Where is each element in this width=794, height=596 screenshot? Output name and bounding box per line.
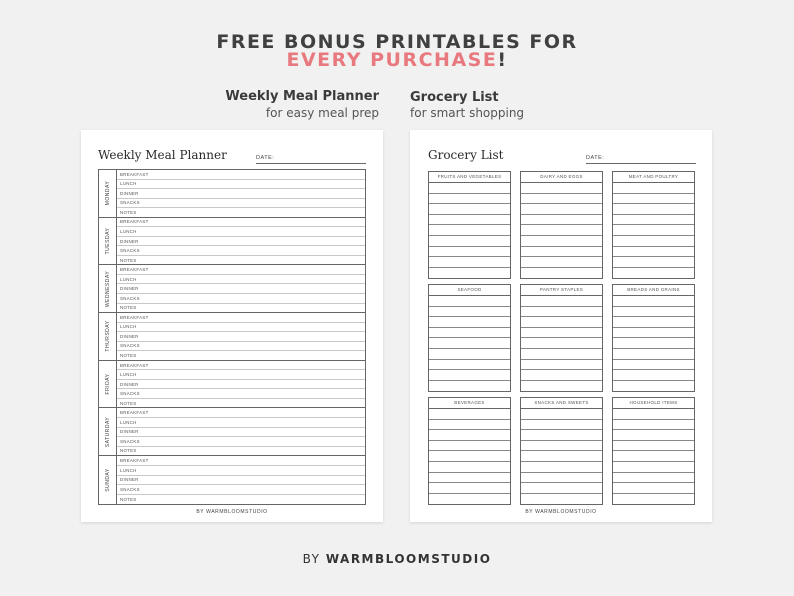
grocery-line (521, 236, 602, 247)
grocery-category-box (520, 284, 603, 392)
grocery-line (429, 381, 510, 392)
grocery-category-heading: HOUSEHOLD ITEMS (613, 398, 694, 409)
grocery-category-box (612, 284, 695, 392)
day-block (99, 265, 365, 313)
grocery-line (613, 451, 694, 462)
grocery-category-box (520, 171, 603, 279)
grocery-line (613, 204, 694, 215)
meal-planner-grid (98, 169, 366, 505)
day-label (99, 456, 117, 504)
grocery-line (521, 317, 602, 328)
grocery-line (429, 268, 510, 279)
meal-row: NOTES (120, 400, 137, 406)
meal-section-title: Weekly Meal Planner (225, 89, 379, 104)
grocery-line (429, 247, 510, 258)
meal-row: BREAKFAST (117, 408, 365, 418)
grocery-line (521, 349, 602, 360)
grocery-list-date-line (586, 163, 696, 164)
grocery-list-date-label: DATE: (586, 155, 605, 161)
meal-row: BREAKFAST (117, 170, 365, 180)
grocery-line (613, 349, 694, 360)
grocery-line (613, 430, 694, 441)
meal-planner-date-label: DATE: (256, 155, 275, 161)
meal-row: NOTES (120, 209, 137, 215)
grocery-line (429, 236, 510, 247)
day-name: SATURDAY (104, 416, 111, 448)
grocery-line (429, 349, 510, 360)
grocery-category-heading: BREADS AND GRAINS (613, 285, 694, 296)
grocery-line (429, 360, 510, 371)
day-name: FRIDAY (104, 373, 111, 395)
grocery-category-box (428, 171, 511, 279)
grocery-line (521, 204, 602, 215)
grocery-line (521, 247, 602, 258)
day-block (99, 456, 365, 504)
grocery-line (429, 462, 510, 473)
grocery-list-footer: BY WARMBLOOMSTUDIO (525, 509, 597, 515)
headline-line-1: FREE BONUS PRINTABLES FOR (216, 31, 578, 53)
meal-row: BREAKFAST (117, 361, 365, 371)
grocery-line (521, 225, 602, 236)
meal-row: SNACKS (117, 389, 365, 399)
grocery-line (521, 268, 602, 279)
grocery-line (613, 307, 694, 318)
grocery-line (521, 451, 602, 462)
grocery-line (613, 360, 694, 371)
grocery-line (429, 183, 510, 194)
grocery-line (613, 420, 694, 431)
meal-row: SNACKS (117, 485, 365, 495)
grocery-line (429, 317, 510, 328)
grocery-line (521, 473, 602, 484)
grocery-line (613, 215, 694, 226)
grocery-line (429, 494, 510, 505)
meal-row: DINNER (117, 380, 365, 390)
grocery-line (429, 441, 510, 452)
meal-row: LUNCH (117, 370, 365, 380)
grocery-line (429, 307, 510, 318)
meal-rows (117, 218, 365, 265)
meal-row: BREAKFAST (117, 313, 365, 323)
grocery-line (613, 236, 694, 247)
day-label (99, 170, 117, 217)
grocery-category-heading: PANTRY STAPLES (521, 285, 602, 296)
day-block (99, 170, 365, 218)
grocery-line (521, 420, 602, 431)
grocery-line (521, 360, 602, 371)
day-label (99, 218, 117, 265)
meal-row: DINNER (117, 189, 365, 199)
day-name: TUESDAY (104, 227, 111, 255)
grocery-line (521, 409, 602, 420)
grocery-line (613, 381, 694, 392)
grocery-line (429, 473, 510, 484)
grocery-section-subtitle: for smart shopping (410, 106, 525, 120)
meal-row: DINNER (117, 237, 365, 247)
grocery-line (429, 409, 510, 420)
grocery-line (521, 194, 602, 205)
grocery-list-title: Grocery List (428, 148, 504, 162)
grocery-line (613, 183, 694, 194)
meal-row: LUNCH (117, 275, 365, 285)
day-label (99, 265, 117, 312)
meal-rows (117, 170, 365, 217)
day-label (99, 361, 117, 408)
byline-prefix: BY (302, 552, 321, 566)
meal-planner-footer: BY WARMBLOOMSTUDIO (196, 509, 268, 515)
grocery-line (613, 462, 694, 473)
day-block (99, 313, 365, 361)
grocery-line (429, 194, 510, 205)
meal-row: DINNER (117, 284, 365, 294)
day-block (99, 408, 365, 456)
grocery-line (429, 225, 510, 236)
day-name: THURSDAY (104, 320, 111, 352)
meal-row: SNACKS (117, 246, 365, 256)
grocery-category-box (612, 171, 695, 279)
grocery-line (521, 441, 602, 452)
day-label (99, 408, 117, 455)
meal-row: BREAKFAST (117, 265, 365, 275)
grocery-category-heading: BEVERAGES (429, 398, 510, 409)
grocery-line (521, 328, 602, 339)
meal-row: DINNER (117, 332, 365, 342)
grocery-line (613, 338, 694, 349)
grocery-line (429, 370, 510, 381)
grocery-category-box (520, 397, 603, 505)
grocery-category-box (428, 284, 511, 392)
grocery-line (521, 370, 602, 381)
headline-accent: EVERY PURCHASE (286, 49, 498, 71)
meal-row: DINNER (117, 476, 365, 486)
meal-rows (117, 265, 365, 312)
grocery-category-heading: SNACKS AND SWEETS (521, 398, 602, 409)
grocery-line (613, 494, 694, 505)
grocery-line (613, 317, 694, 328)
grocery-line (613, 268, 694, 279)
grocery-line (613, 441, 694, 452)
meal-section-subtitle: for easy meal prep (265, 106, 379, 120)
grocery-line (521, 462, 602, 473)
grocery-category-heading: FRUITS AND VEGETABLES (429, 172, 510, 183)
grocery-line (521, 307, 602, 318)
byline (0, 552, 794, 566)
grocery-category-box (428, 397, 511, 505)
day-block (99, 361, 365, 409)
grocery-line (429, 204, 510, 215)
grocery-line (521, 338, 602, 349)
day-block (99, 218, 365, 266)
grocery-line (613, 194, 694, 205)
meal-row: SNACKS (117, 199, 365, 209)
headline-line-2 (0, 49, 794, 71)
day-label (99, 313, 117, 360)
grocery-category-heading: DAIRY AND EGGS (521, 172, 602, 183)
meal-row: BREAKFAST (117, 218, 365, 228)
meal-rows (117, 313, 365, 360)
meal-row: LUNCH (117, 466, 365, 476)
meal-row: DINNER (117, 428, 365, 438)
day-name: MONDAY (104, 181, 111, 206)
meal-row: NOTES (120, 448, 137, 454)
day-name: WEDNESDAY (104, 270, 111, 307)
meal-rows (117, 456, 365, 504)
grocery-line (613, 483, 694, 494)
meal-row: NOTES (120, 305, 137, 311)
meal-planner-date-line (256, 163, 366, 164)
grocery-line (613, 296, 694, 307)
grocery-line (613, 370, 694, 381)
grocery-line (521, 483, 602, 494)
grocery-line (521, 430, 602, 441)
meal-row: NOTES (120, 496, 137, 502)
grocery-line (521, 381, 602, 392)
grocery-line (429, 215, 510, 226)
grocery-line (521, 257, 602, 268)
grocery-line (613, 225, 694, 236)
grocery-category-box (612, 397, 695, 505)
meal-row: SNACKS (117, 437, 365, 447)
grocery-line (613, 328, 694, 339)
meal-row: LUNCH (117, 418, 365, 428)
grocery-section-title: Grocery List (410, 90, 499, 105)
grocery-line (613, 247, 694, 258)
meal-row: SNACKS (117, 342, 365, 352)
grocery-line (521, 494, 602, 505)
grocery-category-heading: MEAT AND POULTRY (613, 172, 694, 183)
grocery-line (429, 296, 510, 307)
grocery-line (429, 420, 510, 431)
grocery-line (521, 183, 602, 194)
meal-row: LUNCH (117, 323, 365, 333)
day-name: SUNDAY (104, 468, 111, 492)
meal-rows (117, 408, 365, 455)
grocery-list-page (410, 130, 712, 522)
meal-planner-title: Weekly Meal Planner (98, 148, 227, 162)
meal-row: NOTES (120, 257, 137, 263)
grocery-line (521, 215, 602, 226)
grocery-line (429, 338, 510, 349)
meal-row: SNACKS (117, 294, 365, 304)
grocery-category-heading: SEAFOOD (429, 285, 510, 296)
grocery-line (521, 296, 602, 307)
grocery-line (429, 328, 510, 339)
meal-row: LUNCH (117, 227, 365, 237)
grocery-line (613, 257, 694, 268)
grocery-line (613, 409, 694, 420)
meal-rows (117, 361, 365, 408)
grocery-line (429, 451, 510, 462)
grocery-line (613, 473, 694, 484)
meal-row: BREAKFAST (117, 456, 365, 466)
headline-exclamation: ! (497, 49, 508, 71)
meal-row: NOTES (120, 352, 137, 358)
byline-brand: WARMBLOOMSTUDIO (325, 552, 492, 566)
grocery-line (429, 257, 510, 268)
meal-row: LUNCH (117, 180, 365, 190)
meal-planner-page (81, 130, 383, 522)
grocery-line (429, 483, 510, 494)
grocery-line (429, 430, 510, 441)
